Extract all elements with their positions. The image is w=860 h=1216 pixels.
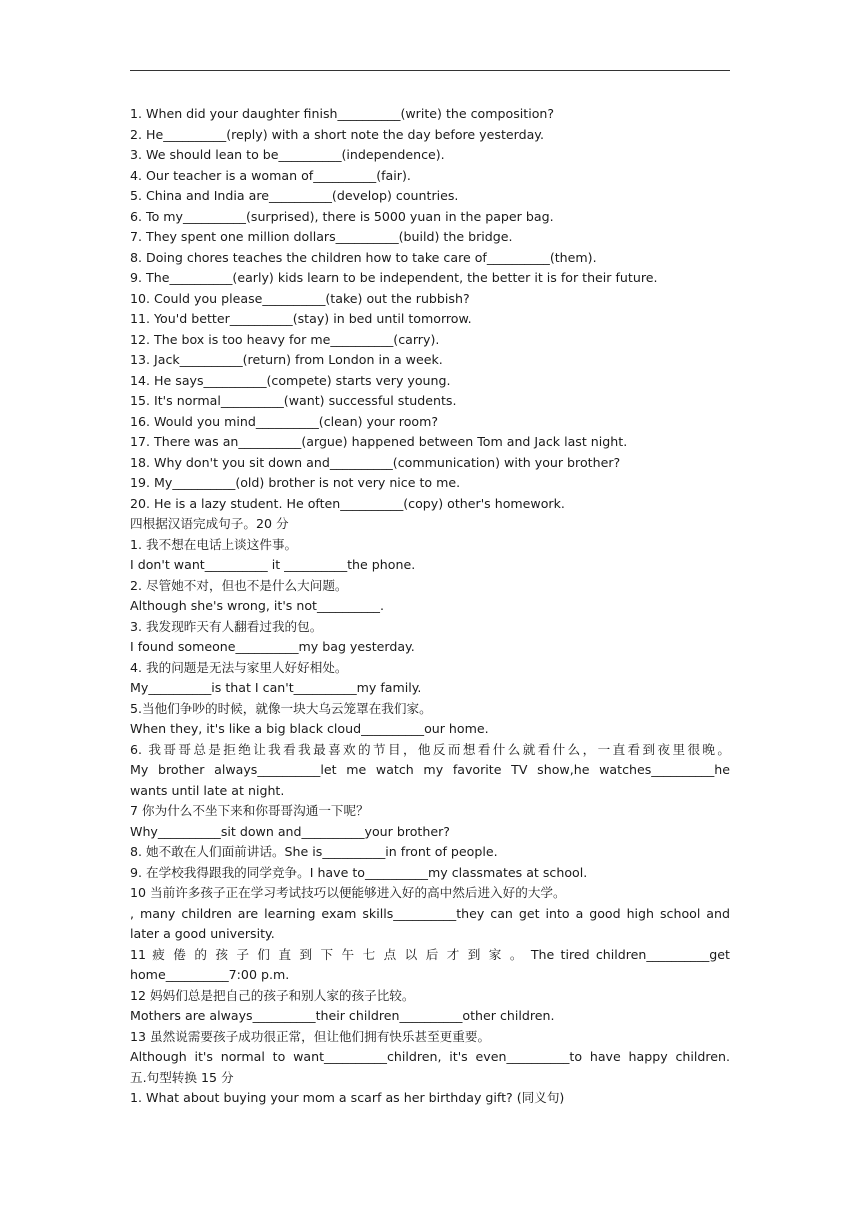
worksheet-line: 12 妈妈们总是把自己的孩子和别人家的孩子比较。 xyxy=(130,987,415,1003)
worksheet-line: 17. There was an__________(argue) happened between Tom and Jack last night. xyxy=(130,434,628,449)
worksheet-line: 1. When did your daughter finish__________(write) the composition? xyxy=(130,106,555,121)
worksheet-line: 13 虽然说需要孩子成功很正常，但让他们拥有快乐甚至更重要。 xyxy=(130,1028,491,1044)
worksheet-line: I don't want__________ it __________the phone. xyxy=(130,557,416,572)
worksheet-line: 四根据汉语完成句子。20 分 xyxy=(130,516,289,531)
worksheet-line: Although it's normal to want__________children, it's even__________to have happy children. xyxy=(130,1049,730,1064)
worksheet-line: 18. Why don't you sit down and__________(communication) with your brother? xyxy=(130,454,621,470)
worksheet-line: 8. Doing chores teaches the children how to take care of__________(them). xyxy=(130,249,597,265)
worksheet-line: Why__________sit down and__________your brother? xyxy=(130,823,450,839)
worksheet-line: 3. 我发现昨天有人翻看过我的包。 xyxy=(130,618,323,634)
worksheet-line: 3. We should lean to be__________(independence). xyxy=(130,147,445,162)
worksheet-line: home__________7:00 p.m. xyxy=(130,967,290,982)
worksheet-line: 5.当他们争吵的时候，就像一块大乌云笼罩在我们家。 xyxy=(130,700,432,716)
worksheet-line: 7. They spent one million dollars__________(build) the bridge. xyxy=(130,229,513,244)
worksheet-line: 10. Could you please__________(take) out the rubbish? xyxy=(130,290,470,306)
worksheet-line: 15. It's normal__________(want) successful students. xyxy=(130,393,457,408)
worksheet-line: When they, it's like a big black cloud__________our home. xyxy=(130,721,489,736)
worksheet-line: wants until late at night. xyxy=(130,782,285,798)
worksheet-line: 13. Jack__________(return) from London in a week. xyxy=(130,352,443,367)
worksheet-line: 1. 我不想在电话上谈这件事。 xyxy=(130,536,298,552)
worksheet-line: 19. My__________(old) brother is not very nice to me. xyxy=(130,475,461,490)
worksheet-line: 9. 在学校我得跟我的同学竞争。I have to__________my classmates at school. xyxy=(130,864,588,880)
worksheet-line: 12. The box is too heavy for me__________(carry). xyxy=(130,331,440,347)
worksheet-line: 2. 尽管她不对，但也不是什么大问题。 xyxy=(130,577,348,593)
worksheet-line: , many children are learning exam skills__________they can get into a good high school and xyxy=(130,905,730,921)
worksheet-line: 7 你为什么不坐下来和你哥哥沟通一下呢？ xyxy=(130,803,369,818)
worksheet-line: Although she's wrong, it's not__________. xyxy=(130,598,384,613)
worksheet-body xyxy=(130,104,730,1109)
worksheet-line: 16. Would you mind__________(clean) your room? xyxy=(130,413,439,429)
worksheet-line: 11. You'd better__________(stay) in bed until tomorrow. xyxy=(130,311,472,326)
worksheet-line: Mothers are always__________their children__________other children. xyxy=(130,1008,555,1023)
worksheet-line: 2. He__________(reply) with a short note the day before yesterday. xyxy=(130,126,544,142)
worksheet-line: 8. 她不敢在人们面前讲话。She is__________in front of people. xyxy=(130,844,498,859)
worksheet-line: 五.句型转换 15 分 xyxy=(130,1069,234,1085)
worksheet-line: 20. He is a lazy student. He often__________(copy) other's homework. xyxy=(130,495,565,511)
worksheet-line: 1. What about buying your mom a scarf as her birthday gift? (同义句) xyxy=(130,1090,565,1105)
worksheet-line: later a good university. xyxy=(130,926,275,941)
worksheet-line: 14. He says__________(compete) starts very young. xyxy=(130,372,451,388)
worksheet-line: 5. China and India are__________(develop) countries. xyxy=(130,188,459,203)
worksheet-line: 6. To my__________(surprised), there is 5000 yuan in the paper bag. xyxy=(130,208,554,224)
worksheet-line: 6. 我哥哥总是拒绝让我看我最喜欢的节目，他反而想看什么就看什么，一直看到夜里很晚。 xyxy=(130,741,730,757)
header-rule xyxy=(130,70,730,71)
worksheet-line: 9. The__________(early) kids learn to be independent, the better it is for their future. xyxy=(130,270,658,285)
worksheet-line: 11 疲 倦 的 孩 子 们 直 到 下 午 七 点 以 后 才 到 家 。 The tired children__________get xyxy=(130,946,730,962)
worksheet-line: 4. 我的问题是无法与家里人好好相处。 xyxy=(130,659,348,675)
worksheet-line: I found someone__________my bag yesterday. xyxy=(130,639,415,654)
worksheet-line: My brother always__________let me watch my favorite TV show,he watches__________he xyxy=(130,762,730,777)
worksheet-line: 4. Our teacher is a woman of__________(fair). xyxy=(130,167,411,183)
worksheet-line: 10 当前许多孩子正在学习考试技巧以便能够进入好的高中然后进入好的大学。 xyxy=(130,885,566,900)
worksheet-line: My__________is that I can't__________my family. xyxy=(130,680,422,695)
